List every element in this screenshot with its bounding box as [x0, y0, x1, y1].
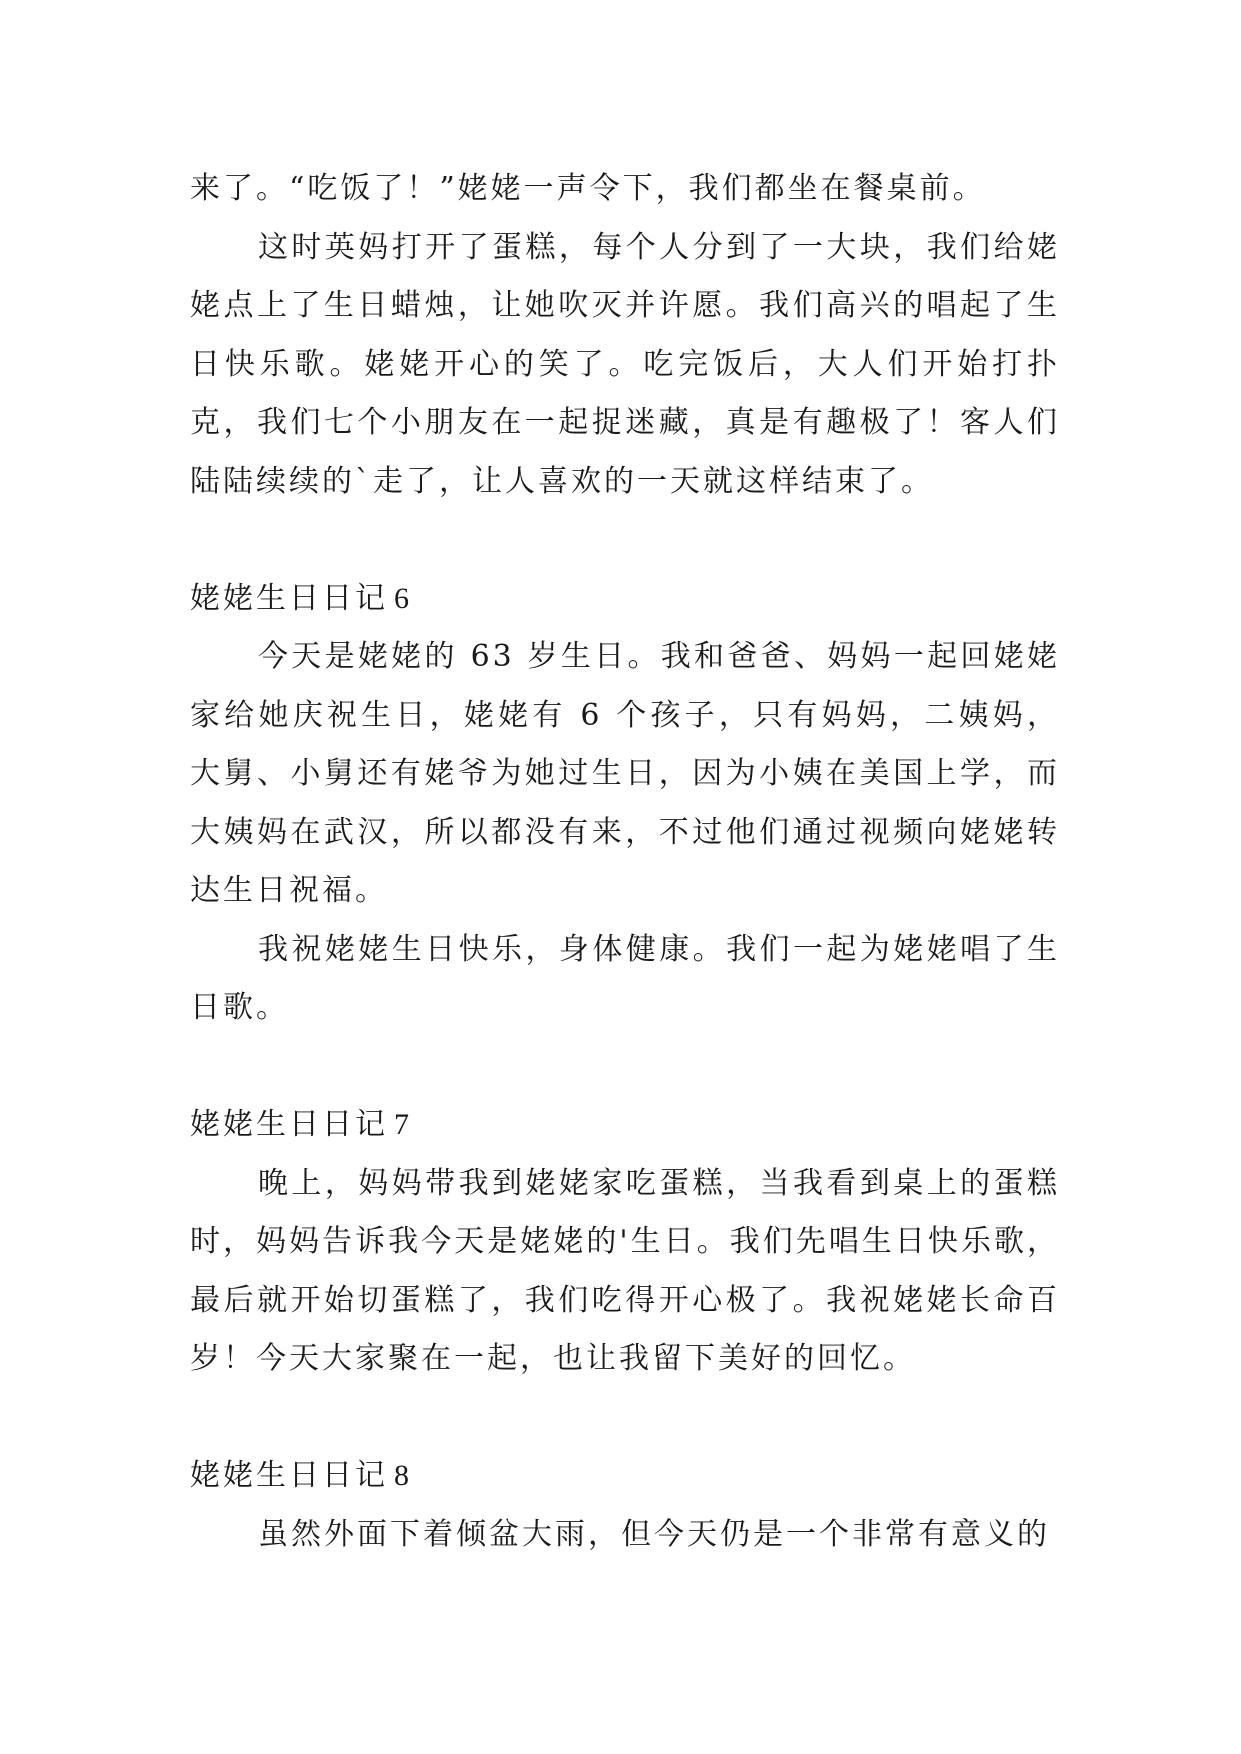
- section-heading-diary-8: [190, 1447, 1060, 1506]
- section-heading-number: 8: [394, 1459, 412, 1492]
- section-heading-number: 6: [394, 581, 412, 615]
- paragraph-rainy-day: 虽然外面下着倾盆大雨，但今天仍是一个非常有意义的: [258, 1516, 1050, 1552]
- document-body: [190, 160, 1060, 1564]
- paragraph-birthday-cake: 这时英妈打开了蛋糕，每个人分到了一大块，我们给姥姥点上了生日蜡烛，让她吹灭并许愿。我们高兴的唱起了生日快乐歌。姥姥开心的笑了。吃完饭后，大人们开始打扑克，我们七个小朋友在一起捉迷藏，真是有趣极了！客人们陆陆续续的`走了，让人喜欢的一天就这样结束了。: [190, 229, 1060, 499]
- paragraph-birthday-wish: 我祝姥姥生日快乐，身体健康。我们一起为姥姥唱了生日歌。: [190, 931, 1060, 1025]
- paragraph-continuation: 来了。“吃饭了！”姥姥一声令下，我们都坐在餐桌前。: [190, 171, 986, 206]
- section-heading-diary-7: [190, 1096, 1060, 1155]
- section-heading-title: 姥姥生日日记: [190, 580, 388, 616]
- section-heading-diary-6: [190, 570, 1060, 629]
- paragraph-evening-cake: 晚上，妈妈带我到姥姥家吃蛋糕，当我看到桌上的蛋糕时，妈妈告诉我今天是姥姥的'生日。我们先唱生日快乐歌，最后就开始切蛋糕了，我们吃得开心极了。我祝姥姥长命百岁！今天大家聚在一起，也让我留下美好的回忆。: [190, 1165, 1060, 1376]
- section-heading-title: 姥姥生日日记: [190, 1107, 388, 1142]
- section-heading-title: 姥姥生日日记: [190, 1458, 388, 1493]
- section-heading-number: 7: [394, 1108, 412, 1141]
- paragraph-63rd-birthday: 今天是姥姥的 63 岁生日。我和爸爸、妈妈一起回姥姥家给她庆祝生日，姥姥有 6 个孩子，只有妈妈，二姨妈，大舅、小舅还有姥爷为她过生日，因为小姨在美国上学，而大姨妈在武汉，所以都没有来，不过他们通过视频向姥姥转达生日祝福。: [190, 639, 1060, 908]
